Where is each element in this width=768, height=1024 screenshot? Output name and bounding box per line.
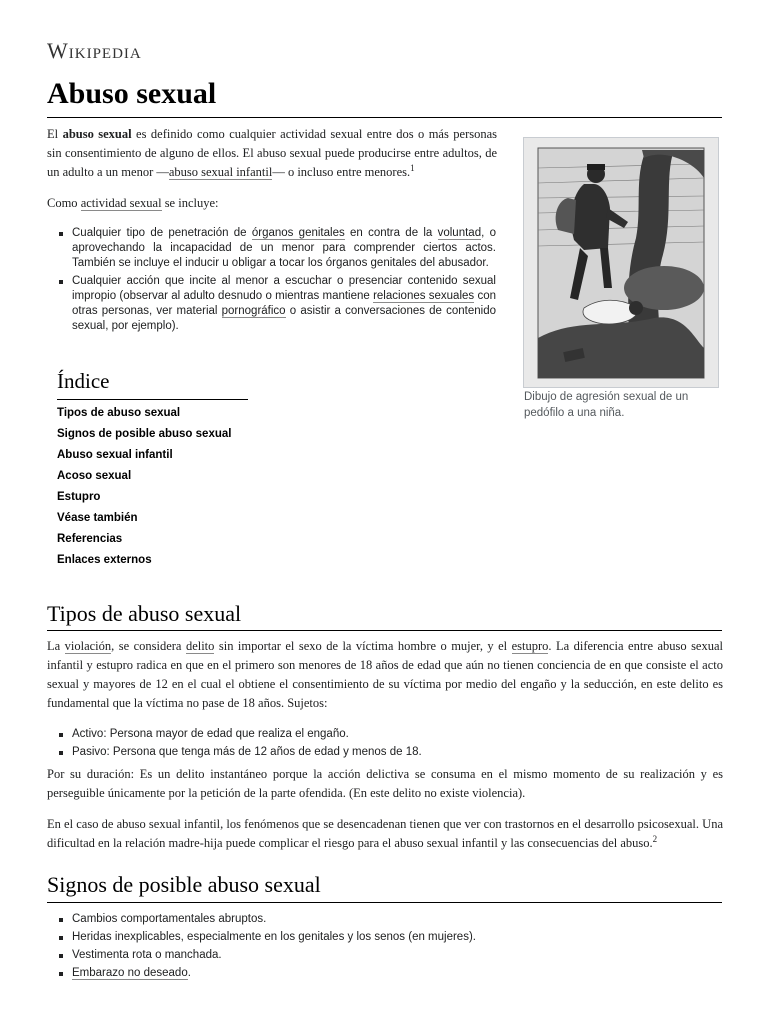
link-organos-genitales[interactable]: órganos genitales: [251, 227, 345, 239]
toc-item-acoso[interactable]: Acoso sexual: [57, 470, 132, 482]
reference-1[interactable]: 1: [410, 162, 415, 173]
signs-list: [58, 912, 658, 984]
intro-paragraph: El abuso sexual es definido como cualquier actividad sexual entre dos o más personas sin consentimiento de alguno de ellos. El abuso sexual puede producirse entre adultos, de un adulto a un menor —abuso sexual infantil— o incluso entre menores.$^1$: [47, 127, 498, 179]
list-item: Cambios comportamentales abruptos.: [58, 912, 658, 927]
toc-item-abuso-infantil[interactable]: Abuso sexual infantil: [57, 449, 173, 461]
list-item: Activo: Persona mayor de edad que realiza el engaño.: [58, 727, 658, 742]
toc-item-signos[interactable]: Signos de posible abuso sexual: [57, 428, 232, 440]
link-voluntad[interactable]: voluntad: [437, 227, 482, 239]
link-pornografico[interactable]: pornográfico: [221, 305, 286, 317]
link-actividad-sexual[interactable]: actividad sexual: [80, 196, 162, 210]
link-abuso-sexual-infantil[interactable]: abuso sexual infantil: [168, 165, 273, 179]
article-illustration[interactable]: [523, 137, 719, 388]
list-item: Pasivo: Persona que tenga más de 12 años de edad y menos de 18.: [58, 745, 658, 760]
includes-paragraph: Como actividad sexual se incluye:: [47, 196, 219, 210]
list-item: Cualquier tipo de penetración de órganos genitales en contra de la voluntad, o aprovechando la incapacidad de un menor para comprender ciertos actos. También se incluye el inducir u obligar a tocar los órganos genitales del abusador.: [58, 226, 496, 271]
section-underline: [47, 902, 722, 903]
toc-underline: [57, 399, 248, 400]
toc-item-estupro[interactable]: Estupro: [57, 491, 101, 503]
toc-title: Índice: [57, 369, 110, 393]
duracion-paragraph: Por su duración: Es un delito instantáneo porque la acción delictiva se consuma en el mismo momento de su realización y es perseguible únicamente por la petición de la parte ofendida. (En este delito no existe violencia).: [47, 767, 723, 800]
list-item: Embarazo no deseado.: [58, 966, 658, 981]
bold-term: abuso sexual: [62, 127, 132, 141]
activity-list: [58, 226, 496, 337]
infantil-paragraph: En el caso de abuso sexual infantil, los fenómenos que se desencadenan tienen que ver con trastornos en el desarrollo psicosexual. Una dificultad en la relación madre-hija puede complicar el riesgo para el abuso sexual infantil y las consecuencias del abuso.$^2$: [47, 817, 723, 850]
tipos-paragraph: La violación, se considera delito sin importar el sexo de la víctima hombre o mujer, y el estupro. La diferencia entre abuso sexual infantil y estupro radica en que en el primero son menores de 18 años de edad que aún no tienen conciencia de en que consiste el acto sexual y mayores de 12 en el cual el obtiene el consentimiento de su víctima por medio del engaño y la seducción, en este delito es fundamental que la víctima no pase de 18 años. Sujetos:: [47, 639, 723, 710]
page-title: Abuso sexual: [47, 77, 217, 110]
link-delito[interactable]: delito: [185, 639, 215, 653]
toc-item-tipos[interactable]: Tipos de abuso sexual: [57, 407, 181, 419]
link-relaciones-sexuales[interactable]: relaciones sexuales: [373, 290, 475, 302]
subjects-list: [58, 727, 658, 763]
wikipedia-wordmark[interactable]: Wikipedia: [47, 38, 142, 63]
toc-item-vease[interactable]: Véase también: [57, 512, 138, 524]
list-item: Cualquier acción que incite al menor a escuchar o presenciar contenido sexual impropio (observar al adulto desnudo o mientras mantiene relaciones sexuales con otras personas, ver material pornográfico o asistir a conversaciones de contenido sexual, por ejemplo).: [58, 274, 496, 334]
toc-item-referencias[interactable]: Referencias: [57, 533, 123, 545]
link-embarazo-no-deseado[interactable]: Embarazo no deseado: [72, 967, 188, 979]
engraving-image: [524, 138, 718, 387]
reference-2[interactable]: 2: [652, 833, 658, 844]
toc-item-enlaces[interactable]: Enlaces externos: [57, 554, 152, 566]
figure-caption: Dibujo de agresión sexual de un pedófilo a una niña.: [524, 391, 689, 419]
section-heading-tipos: Tipos de abuso sexual: [47, 601, 242, 626]
link-estupro[interactable]: estupro: [511, 639, 549, 653]
table-of-contents: [57, 405, 231, 573]
section-heading-signos: Signos de posible abuso sexual: [47, 872, 321, 897]
link-violacion[interactable]: violación: [64, 639, 112, 653]
list-item: Vestimenta rota o manchada.: [58, 948, 658, 963]
title-underline: [47, 117, 722, 118]
list-item: Heridas inexplicables, especialmente en los genitales y los senos (en mujeres).: [58, 930, 658, 945]
section-underline: [47, 630, 722, 631]
